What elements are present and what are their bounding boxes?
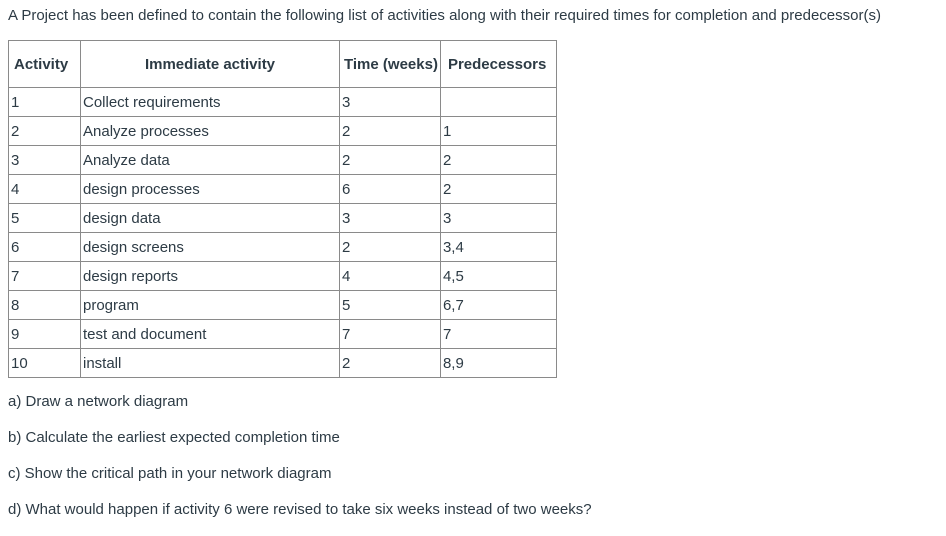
cell-activity: 1 [9,88,81,117]
table-body [9,88,557,378]
table-row [9,262,557,291]
cell-immediate-activity: design processes [81,175,340,204]
cell-time: 4 [340,262,441,291]
table-row [9,204,557,233]
question-a: a) Draw a network diagram [8,393,189,410]
table-row [9,146,557,175]
cell-activity: 2 [9,117,81,146]
cell-immediate-activity: design data [81,204,340,233]
cell-predecessors: 4,5 [440,262,556,291]
cell-predecessors [440,88,556,117]
cell-time: 6 [340,175,441,204]
cell-activity: 6 [9,233,81,262]
cell-immediate-activity: program [81,291,340,320]
cell-activity: 4 [9,175,81,204]
cell-immediate-activity: design reports [81,262,340,291]
cell-time: 7 [340,320,441,349]
cell-immediate-activity: install [81,349,340,378]
cell-activity: 3 [9,146,81,175]
cell-predecessors: 3 [440,204,556,233]
table-row [9,88,557,117]
header-time: Time (weeks) [340,41,441,88]
header-activity: Activity [9,41,81,88]
cell-immediate-activity: Collect requirements [81,88,340,117]
cell-predecessors: 3,4 [440,233,556,262]
cell-immediate-activity: Analyze data [81,146,340,175]
table-row [9,291,557,320]
cell-predecessors: 1 [440,117,556,146]
cell-time: 5 [340,291,441,320]
table-row [9,320,557,349]
cell-activity: 9 [9,320,81,349]
cell-predecessors: 7 [440,320,556,349]
question-b: b) Calculate the earliest expected completion time [8,429,340,446]
cell-time: 2 [340,117,441,146]
cell-activity: 8 [9,291,81,320]
table-row [9,117,557,146]
cell-activity: 5 [9,204,81,233]
intro-text: A Project has been defined to contain the following list of activities along with their required times for completion and predecessor(s) [8,7,881,24]
cell-time: 3 [340,204,441,233]
header-immediate-activity: Immediate activity [81,41,340,88]
cell-immediate-activity: Analyze processes [81,117,340,146]
table-row [9,175,557,204]
header-predecessors: Predecessors [440,41,556,88]
cell-time: 2 [340,146,441,175]
question-c: c) Show the critical path in your network diagram [8,465,332,482]
cell-time: 2 [340,233,441,262]
cell-predecessors: 6,7 [440,291,556,320]
cell-immediate-activity: test and document [81,320,340,349]
activity-table [8,40,557,378]
question-d: d) What would happen if activity 6 were revised to take six weeks instead of two weeks? [8,501,592,518]
cell-activity: 10 [9,349,81,378]
cell-predecessors: 2 [440,146,556,175]
table-row [9,233,557,262]
cell-time: 2 [340,349,441,378]
cell-time: 3 [340,88,441,117]
questions-list [8,392,592,536]
table-row [9,349,557,378]
cell-activity: 7 [9,262,81,291]
table-header-row [9,41,557,88]
cell-predecessors: 2 [440,175,556,204]
cell-immediate-activity: design screens [81,233,340,262]
cell-predecessors: 8,9 [440,349,556,378]
